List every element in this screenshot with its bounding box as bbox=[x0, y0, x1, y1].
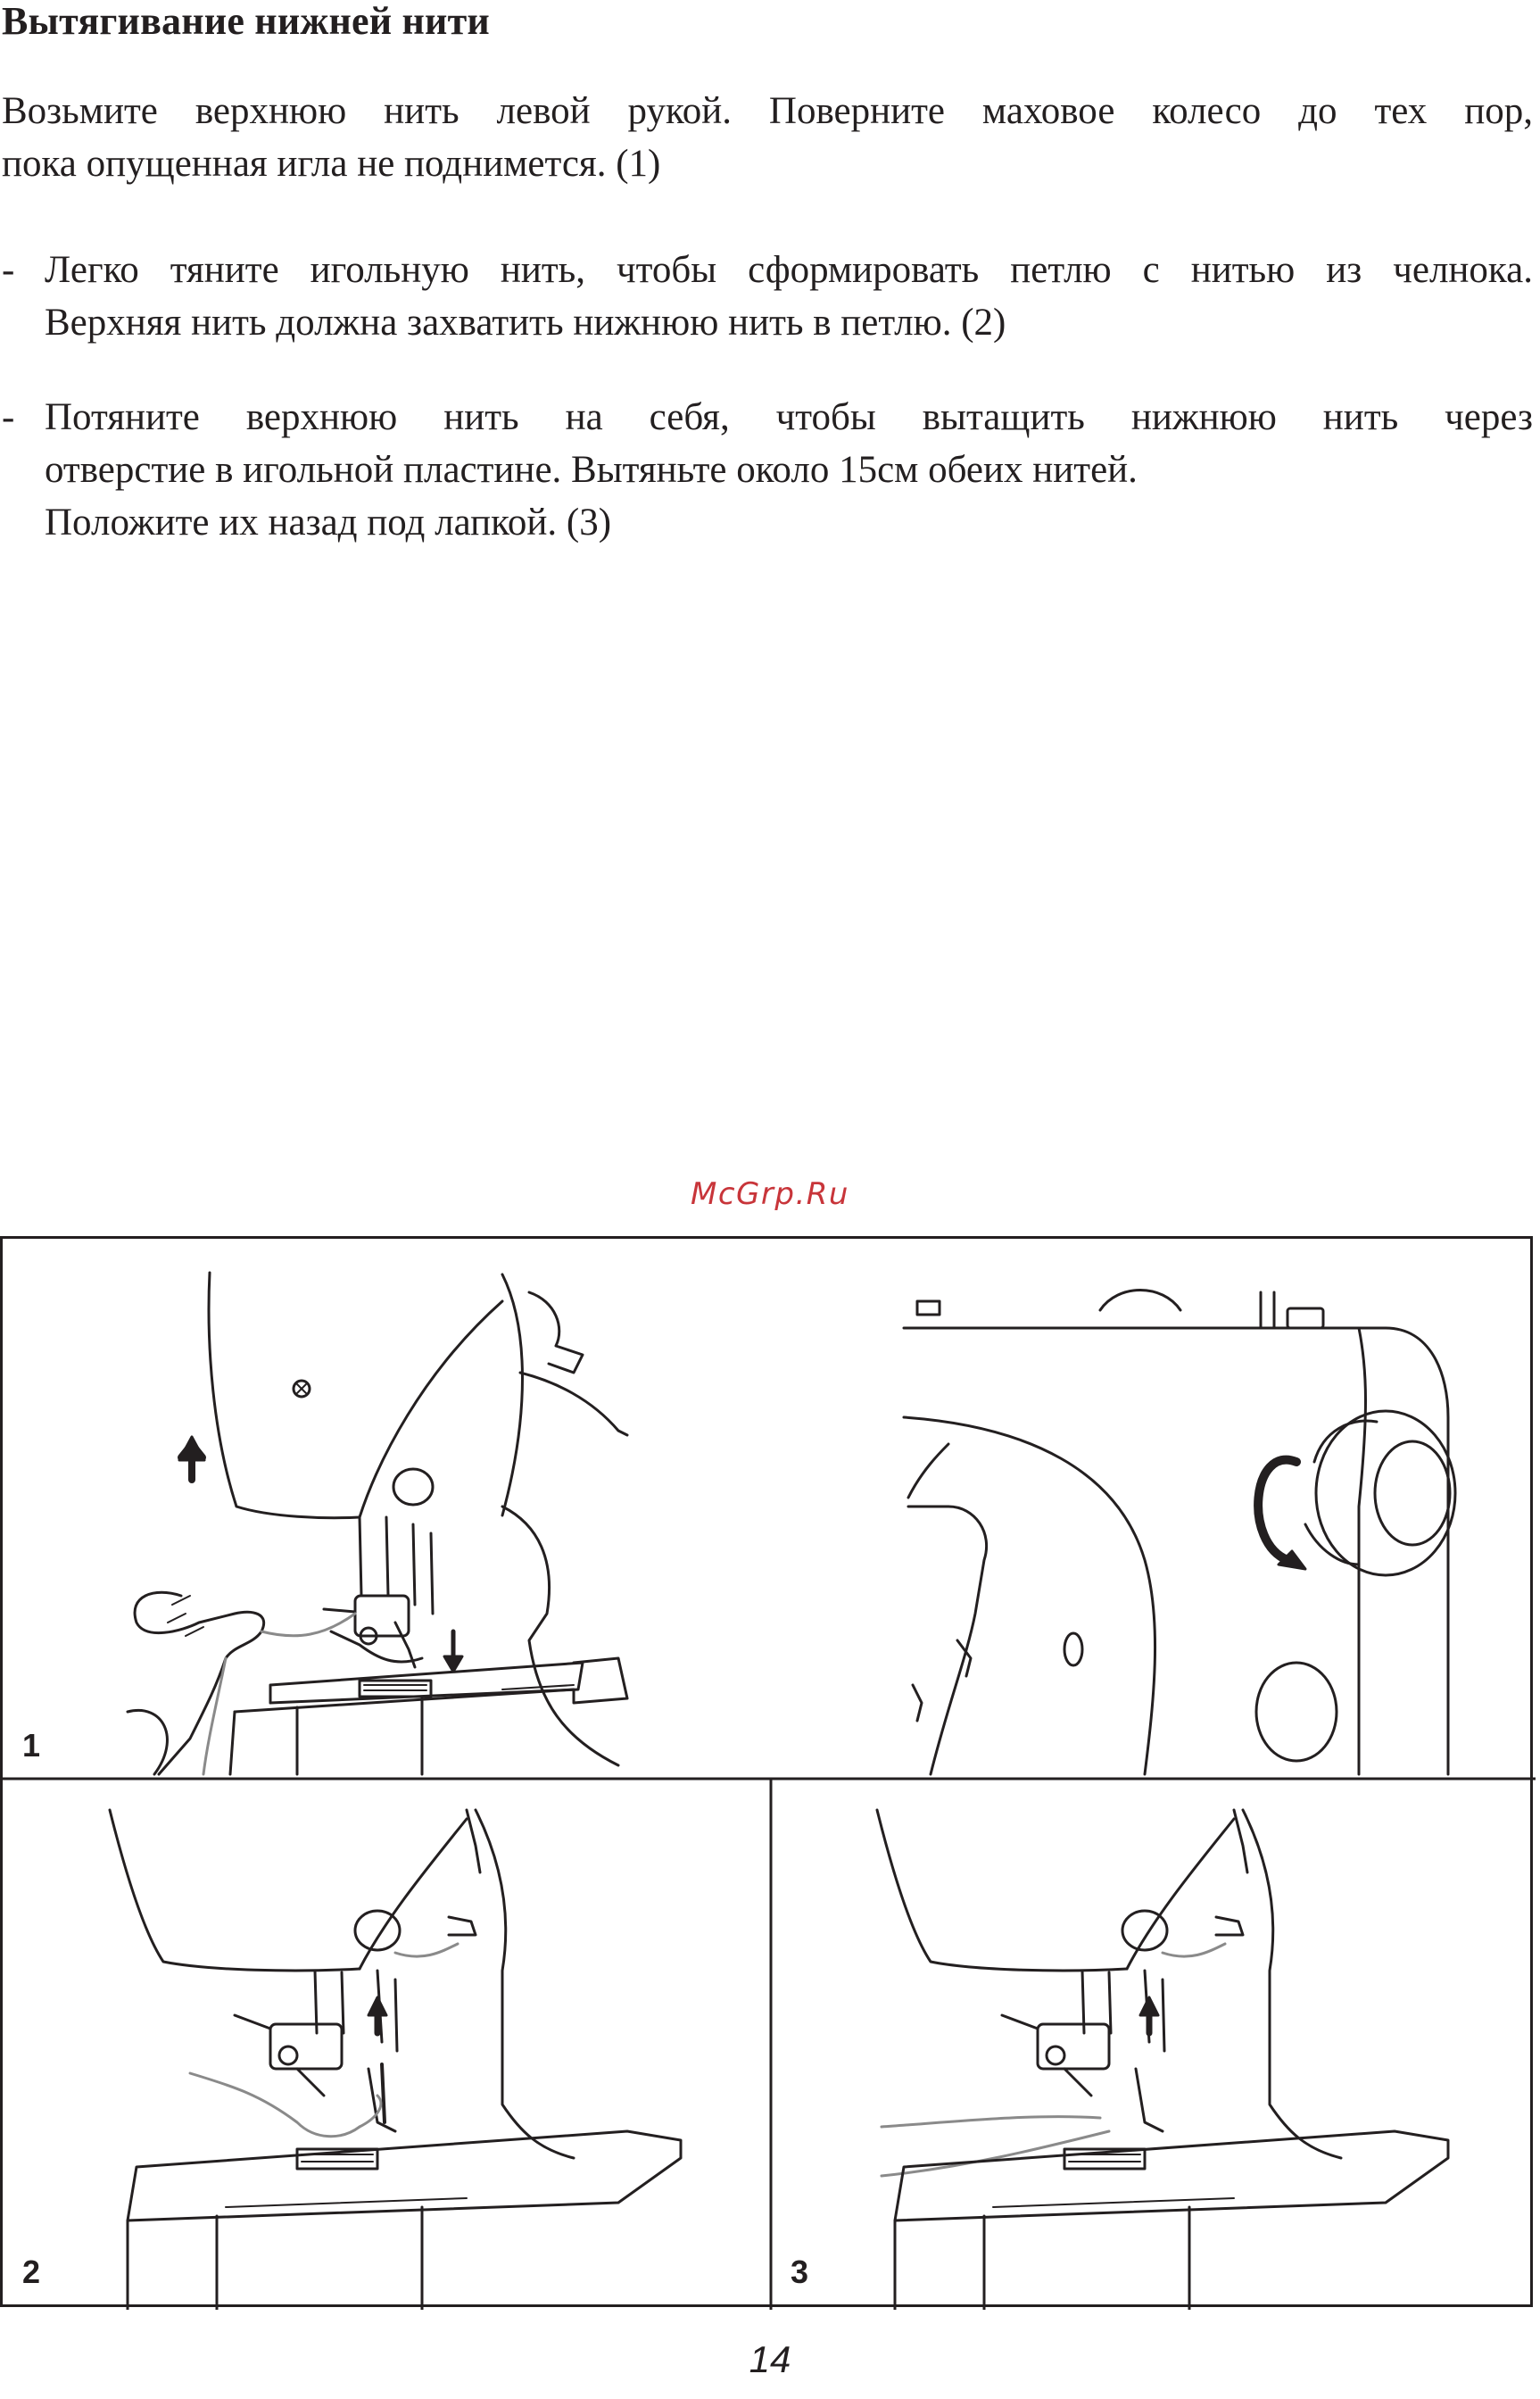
intro-line-1: Возьмите верхнюю нить левой рукой. Поверните маховое колесо до тех пор, bbox=[2, 90, 1533, 132]
panel-3-drawing bbox=[877, 1810, 1448, 2310]
section-heading: Вытягивание нижней нити bbox=[2, 0, 490, 43]
watermark: McGrp.Ru bbox=[691, 1176, 849, 1212]
panel-label-1: 1 bbox=[22, 1727, 41, 1764]
bullet-1-line-1: Легко тяните игольную нить, чтобы сформировать петлю с нитью из челнока. bbox=[45, 249, 1533, 291]
bullet-1-line-2: Верхняя нить должна захватить нижнюю нить в петлю. (2) bbox=[45, 302, 1006, 344]
bullet-item-loop bbox=[2, 244, 1533, 349]
panel-label-3: 3 bbox=[791, 2254, 809, 2290]
intro-paragraph bbox=[2, 85, 1533, 190]
bullet-dash: - bbox=[2, 249, 15, 291]
bullet-item-pull bbox=[2, 391, 1533, 549]
illustration-drawings bbox=[3, 1239, 1536, 2310]
panel-1-drawing bbox=[128, 1273, 627, 1810]
panel-label-2: 2 bbox=[22, 2254, 41, 2290]
illustration-frame bbox=[0, 1236, 1533, 2307]
bullet-2-line-2: отверстие в игольной пластине. Вытяньте около 15см обеих нитей. bbox=[45, 449, 1138, 491]
intro-line-2: пока опущенная игла не поднимется. (1) bbox=[2, 143, 661, 185]
panel-2-drawing bbox=[110, 1810, 681, 2310]
panel-handwheel-drawing bbox=[904, 1291, 1455, 1775]
page-number: 14 bbox=[749, 2338, 791, 2380]
bullet-2-line-3: Положите их назад под лапкой. (3) bbox=[45, 502, 612, 544]
bullet-2-line-1: Потяните верхнюю нить на себя, чтобы вытащить нижнюю нить через bbox=[45, 396, 1533, 438]
bullet-dash: - bbox=[2, 396, 15, 438]
